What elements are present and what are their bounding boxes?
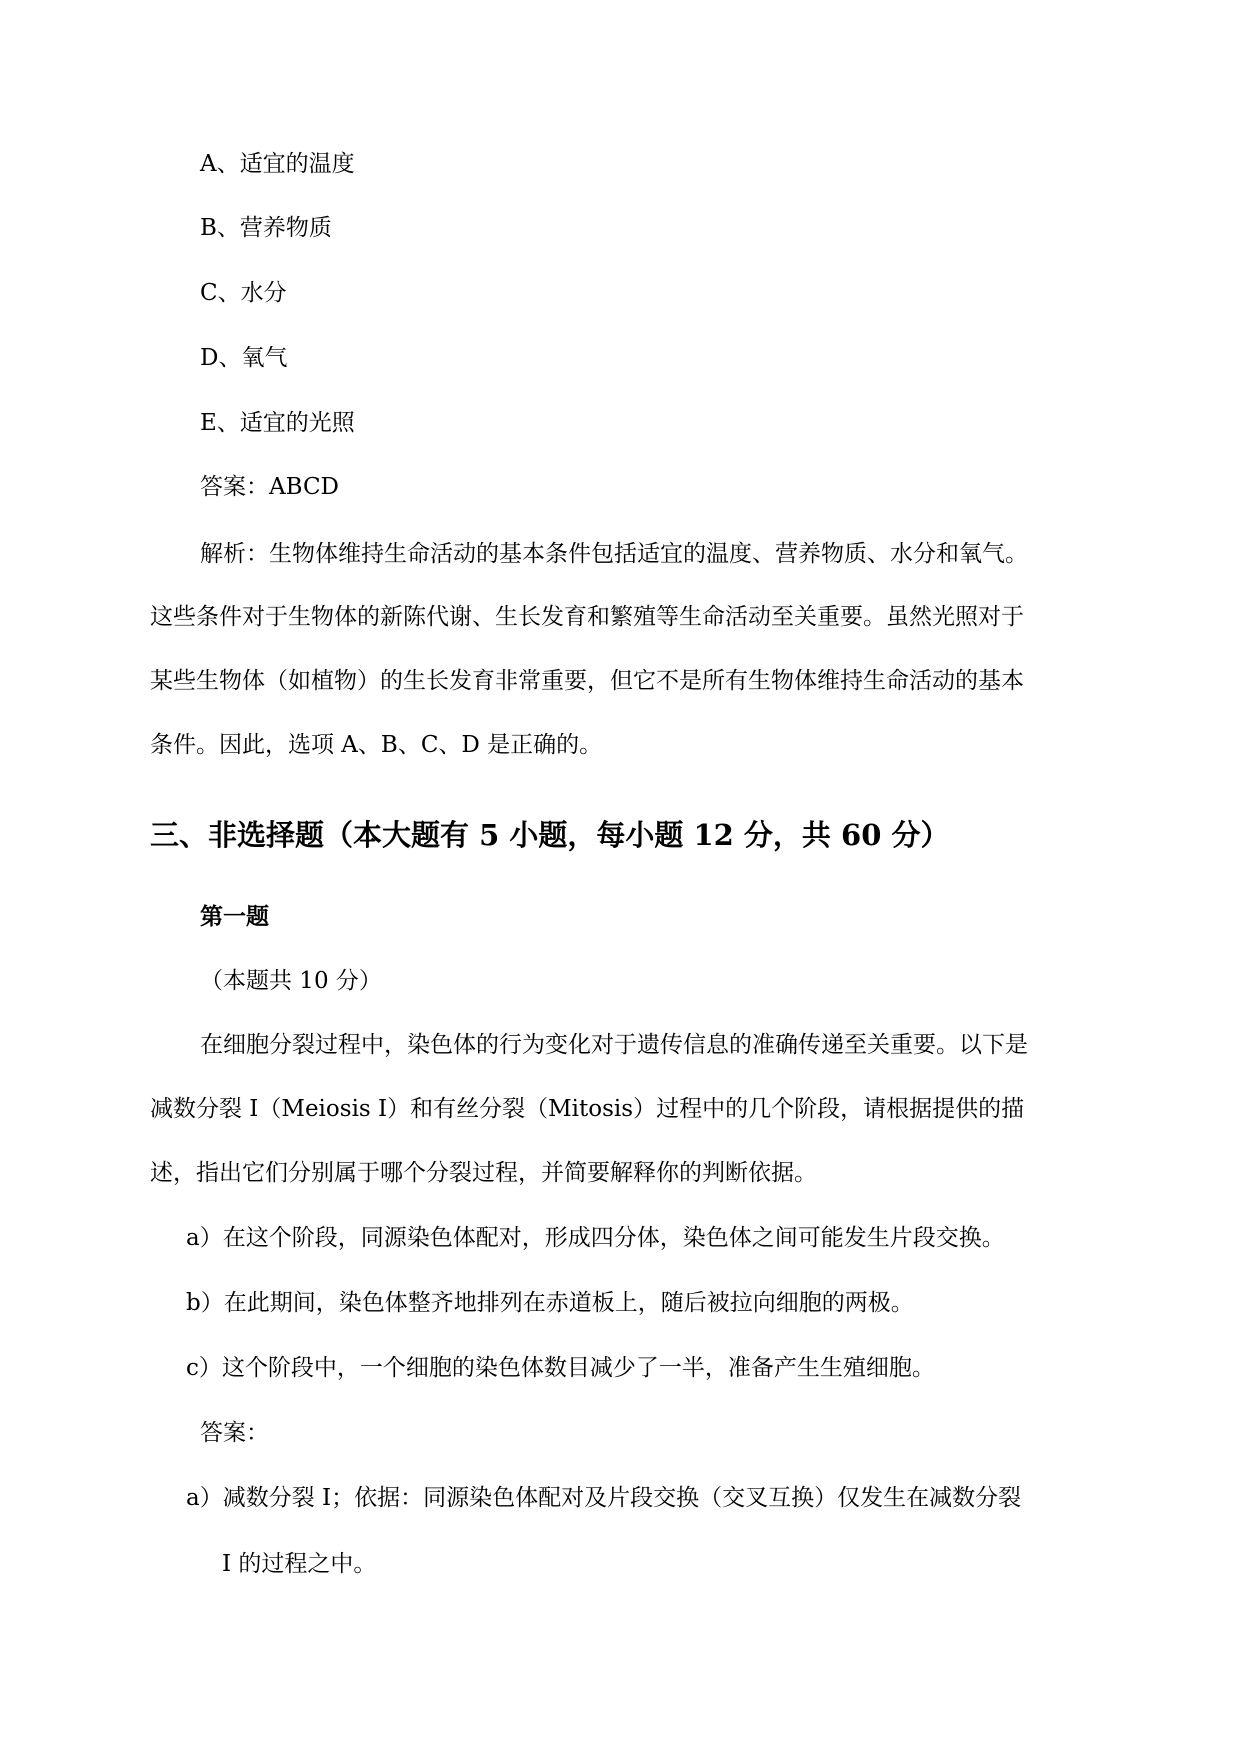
section-heading: 三、非选择题（本大题有 5 小题，每小题 12 分，共 60 分） [150,818,950,852]
sub-item-c: c）这个阶段中，一个细胞的染色体数目减少了一半，准备产生生殖细胞。 [186,1355,935,1381]
sub-item-a: a）在这个阶段，同源染色体配对，形成四分体，染色体之间可能发生片段交换。 [186,1225,1005,1251]
answer-2-label: 答案： [200,1420,269,1446]
option-d: D、氧气 [200,345,288,371]
analysis-line-2: 这些条件对于生物体的新陈代谢、生长发育和繁殖等生命活动至关重要。虽然光照对于 [150,604,1024,630]
analysis-line-1: 解析：生物体维持生命活动的基本条件包括适宜的温度、营养物质、水分和氧气。 [200,541,1028,567]
analysis-line-4: 条件。因此，选项 A、B、C、D 是正确的。 [150,732,603,758]
answer-2-line-2: I 的过程之中。 [222,1551,377,1577]
question-text-line-1: 在细胞分裂过程中，染色体的行为变化对于遗传信息的准确传递至关重要。以下是 [200,1032,1028,1058]
question-text-line-2: 减数分裂 I（Meiosis I）和有丝分裂（Mitosis）过程中的几个阶段，请根据提供的描 [150,1096,1025,1122]
analysis-line-3: 某些生物体（如植物）的生长发育非常重要，但它不是所有生物体维持生命活动的基本 [150,668,1024,694]
question-title: 第一题 [200,903,269,930]
option-e: E、适宜的光照 [200,410,355,436]
option-c: C、水分 [200,280,287,306]
sub-item-b: b）在此期间，染色体整齐地排列在赤道板上，随后被拉向细胞的两极。 [186,1290,914,1316]
answer-2-line-1: a）减数分裂 I；依据：同源染色体配对及片段交换（交叉互换）仅发生在减数分裂 [186,1485,1022,1511]
option-a: A、适宜的温度 [200,151,355,177]
option-b: B、营养物质 [200,215,332,241]
answer-1: 答案：ABCD [200,474,339,500]
question-text-line-3: 述，指出它们分别属于哪个分裂过程，并简要解释你的判断依据。 [150,1160,817,1186]
question-points: （本题共 10 分） [200,968,382,994]
